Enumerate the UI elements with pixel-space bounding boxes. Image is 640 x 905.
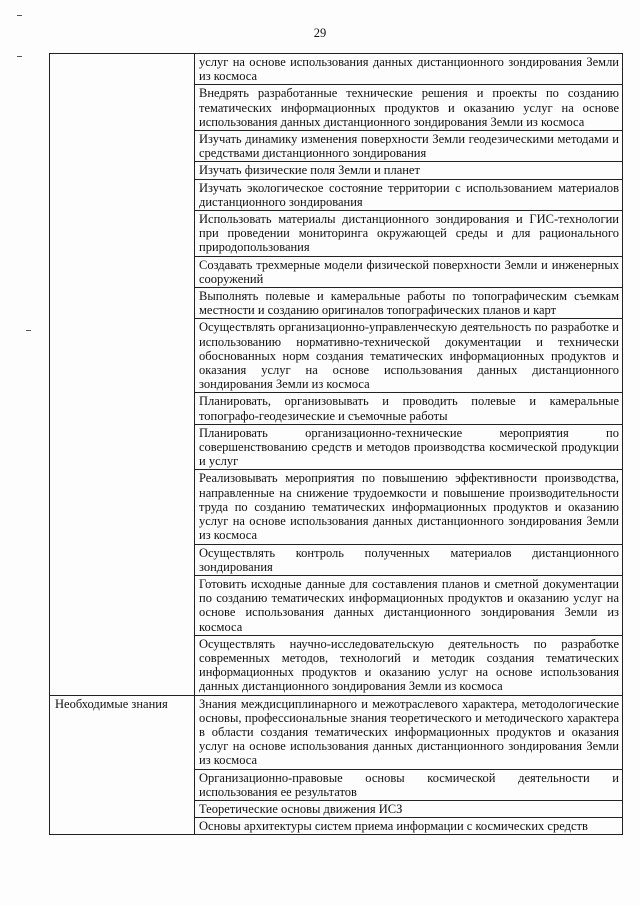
table-cell: Осуществлять научно-исследовательскую деятельность по разработке современных методов, технологий и методик создания тематических информационных продуктов и оказанию услуг на основе использования данных дистанционного зондирования Земли из космоса bbox=[195, 635, 623, 695]
table-cell: Теоретические основы движения ИСЗ bbox=[195, 800, 623, 817]
margin-mark bbox=[26, 330, 31, 331]
table-cell: услуг на основе использования данных дистанционного зондирования Земли из космоса bbox=[195, 54, 623, 85]
table-cell: Изучать экологическое состояние территории с использованием материалов дистанционного зондирования bbox=[195, 179, 623, 210]
table-cell: Внедрять разработанные технические решения и проекты по созданию тематических информационных продуктов и оказанию услуг на основе использования данных дистанционного зондирования Земли из космоса bbox=[195, 85, 623, 131]
table-cell: Планировать, организовывать и проводить полевые и камеральные топографо-геодезические и съемочные работы bbox=[195, 393, 623, 424]
table-cell: Изучать динамику изменения поверхности Земли геодезическими методами и средствами дистанционного зондирования bbox=[195, 131, 623, 162]
table-cell: Осуществлять организационно-управленческую деятельность по разработке и использованию нормативно-технической документации и технически обоснованных норм создания тематических информационных продуктов и оказания услуг на основе использования данных дистанционного зондирования Земли из космоса bbox=[195, 319, 623, 393]
table-cell: Реализовывать мероприятия по повышению эффективности производства, направленные на снижение трудоемкости и повышение производительности труда по созданию тематических информационных продуктов и оказанию услуг на основе использования данных дистанционного зондирования Земли из космоса bbox=[195, 470, 623, 544]
table-cell: Планировать организационно-технические мероприятия по совершенствованию средств и методов производства космической продукции и услуг bbox=[195, 424, 623, 470]
section-label bbox=[50, 54, 195, 696]
table-cell: Знания междисциплинарного и межотраслевого характера, методологические основы, профессиональные знания теоретического и методического характера в области создания тематических информационных продуктов и оказания услуг на основе использования данных дистанционного зондирования Земли из космоса bbox=[195, 695, 623, 769]
table-cell: Изучать физические поля Земли и планет bbox=[195, 162, 623, 179]
margin-mark bbox=[17, 56, 22, 57]
table-cell: Использовать материалы дистанционного зондирования и ГИС-технологии при проведении мониторинга окружающей среды и для рационального природопользования bbox=[195, 211, 623, 257]
table-cell: Готовить исходные данные для составления планов и сметной документации по созданию тематических информационных продуктов и оказанию услуг на основе использования данных дистанционного зондирования Земли из космоса bbox=[195, 575, 623, 635]
page-number: 29 bbox=[313, 26, 327, 40]
margin-mark bbox=[17, 15, 22, 16]
skills-knowledge-table bbox=[49, 53, 623, 835]
table-cell: Выполнять полевые и камеральные работы по топографическим съемкам местности и созданию оригиналов топографических планов и карт bbox=[195, 288, 623, 319]
table-cell: Создавать трехмерные модели физической поверхности Земли и инженерных сооружений bbox=[195, 256, 623, 287]
section-label: Необходимые знания bbox=[50, 695, 195, 835]
table-row bbox=[50, 54, 623, 85]
table-cell: Основы архитектуры систем приема информации с космических средств bbox=[195, 818, 623, 835]
table-cell: Организационно-правовые основы космической деятельности и использования ее результатов bbox=[195, 769, 623, 800]
table-cell: Осуществлять контроль полученных материалов дистанционного зондирования bbox=[195, 544, 623, 575]
table-row bbox=[50, 695, 623, 769]
